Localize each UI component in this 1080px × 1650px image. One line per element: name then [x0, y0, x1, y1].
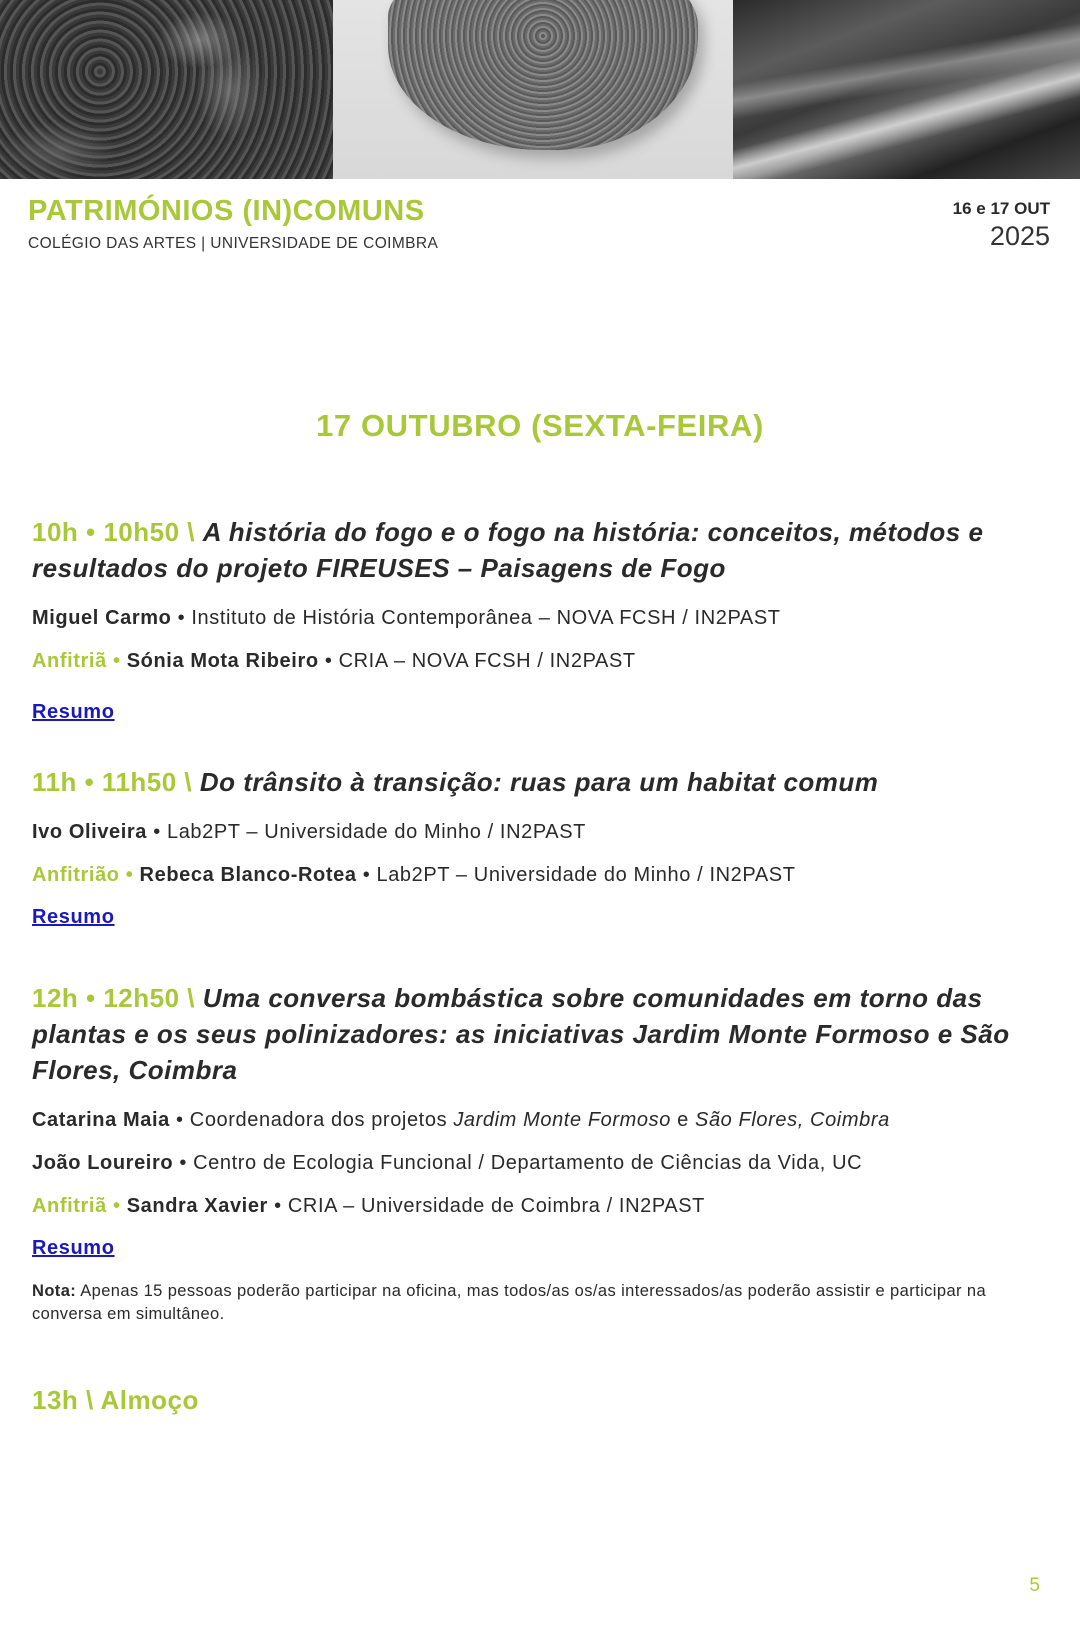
separator: •	[267, 1195, 288, 1217]
page-number: 5	[1029, 1575, 1040, 1596]
session-time: 11h • 11h50 \	[32, 767, 200, 797]
speaker-name: Ivo Oliveira	[32, 821, 148, 843]
session-title	[32, 980, 1032, 1088]
event-dates: 16 e 17 OUT	[952, 199, 1050, 218]
event-subtitle: COLÉGIO DAS ARTES | UNIVERSIDADE DE COIMBRA	[28, 235, 439, 252]
host-affiliation: CRIA – NOVA FCSH / IN2PAST	[338, 650, 636, 672]
lunch-break: 13h \ Almoço	[32, 1385, 199, 1415]
host-line	[32, 863, 796, 887]
host-role: Anfitrião •	[32, 864, 140, 886]
host-affiliation: Lab2PT – Universidade do Minho / IN2PAST	[376, 864, 796, 886]
session-time: 12h • 12h50 \	[32, 983, 203, 1013]
speaker-line	[32, 820, 586, 844]
session-name: Uma conversa bombástica sobre comunidades em torno das plantas e os seus polinizadores: as iniciativas Jardim Monte Formoso e São Flores, Coimbra	[32, 983, 1010, 1085]
separator: •	[173, 1152, 194, 1174]
speaker-line	[32, 1151, 862, 1175]
host-line	[32, 1194, 705, 1218]
conjunction: e	[670, 1109, 695, 1131]
project-name: Jardim Monte Formoso	[453, 1109, 671, 1131]
speaker-affiliation: Lab2PT – Universidade do Minho / IN2PAST	[166, 821, 586, 843]
landscape-photo-icon	[0, 0, 333, 179]
note-label: Nota:	[32, 1282, 77, 1300]
session-name: Do trânsito à transição: ruas para um habitat comum	[199, 767, 879, 797]
resumo-link[interactable]: Resumo	[32, 701, 115, 723]
speaker-affiliation: Centro de Ecologia Funcional / Departamento de Ciências da Vida, UC	[193, 1152, 863, 1174]
host-role: Anfitriã •	[32, 1195, 127, 1217]
speaker-line	[32, 1108, 890, 1132]
event-title: PATRIMÓNIOS (IN)COMUNS	[28, 195, 425, 227]
separator: •	[169, 1109, 190, 1131]
resumo-link[interactable]: Resumo	[32, 1237, 115, 1259]
event-year: 2025	[989, 221, 1050, 251]
project-name: São Flores, Coimbra	[695, 1109, 890, 1131]
separator: •	[318, 650, 339, 672]
session-1	[32, 514, 1032, 723]
banner	[0, 0, 1080, 179]
session-title	[32, 764, 1032, 800]
note-text: Apenas 15 pessoas poderão participar na oficina, mas todos/as os/as interessados/as poderão assistir e participar na conversa em simultâneo.	[32, 1282, 987, 1323]
note	[32, 1280, 1032, 1326]
host-name: Rebeca Blanco-Rotea	[139, 864, 357, 886]
host-name: Sónia Mota Ribeiro	[126, 650, 319, 672]
day-heading: 17 OUTUBRO (SEXTA-FEIRA)	[316, 408, 764, 443]
speaker-name: Miguel Carmo	[32, 607, 172, 629]
session-3	[32, 980, 1032, 1259]
session-2	[32, 764, 1032, 928]
host-line	[32, 649, 636, 673]
sky-photo-icon	[733, 0, 1080, 179]
separator: •	[356, 864, 377, 886]
speaker-name: Catarina Maia	[32, 1109, 170, 1131]
session-title	[32, 514, 1032, 586]
resumo-link[interactable]: Resumo	[32, 906, 115, 928]
separator: •	[171, 607, 192, 629]
separator: •	[147, 821, 167, 843]
host-name: Sandra Xavier	[126, 1195, 268, 1217]
session-name: A história do fogo e o fogo na história: conceitos, métodos e resultados do projeto FIREUSES – Paisagens de Fogo	[32, 517, 984, 583]
host-role: Anfitriã •	[32, 650, 127, 672]
stone-photo-icon	[333, 0, 733, 179]
speaker-line	[32, 606, 781, 630]
speaker-affiliation: Coordenadora dos projetos	[189, 1109, 454, 1131]
speaker-affiliation: Instituto de História Contemporânea – NOVA FCSH / IN2PAST	[191, 607, 781, 629]
session-time: 10h • 10h50 \	[32, 517, 203, 547]
host-affiliation: CRIA – Universidade de Coimbra / IN2PAST	[287, 1195, 705, 1217]
speaker-name: João Loureiro	[32, 1152, 174, 1174]
